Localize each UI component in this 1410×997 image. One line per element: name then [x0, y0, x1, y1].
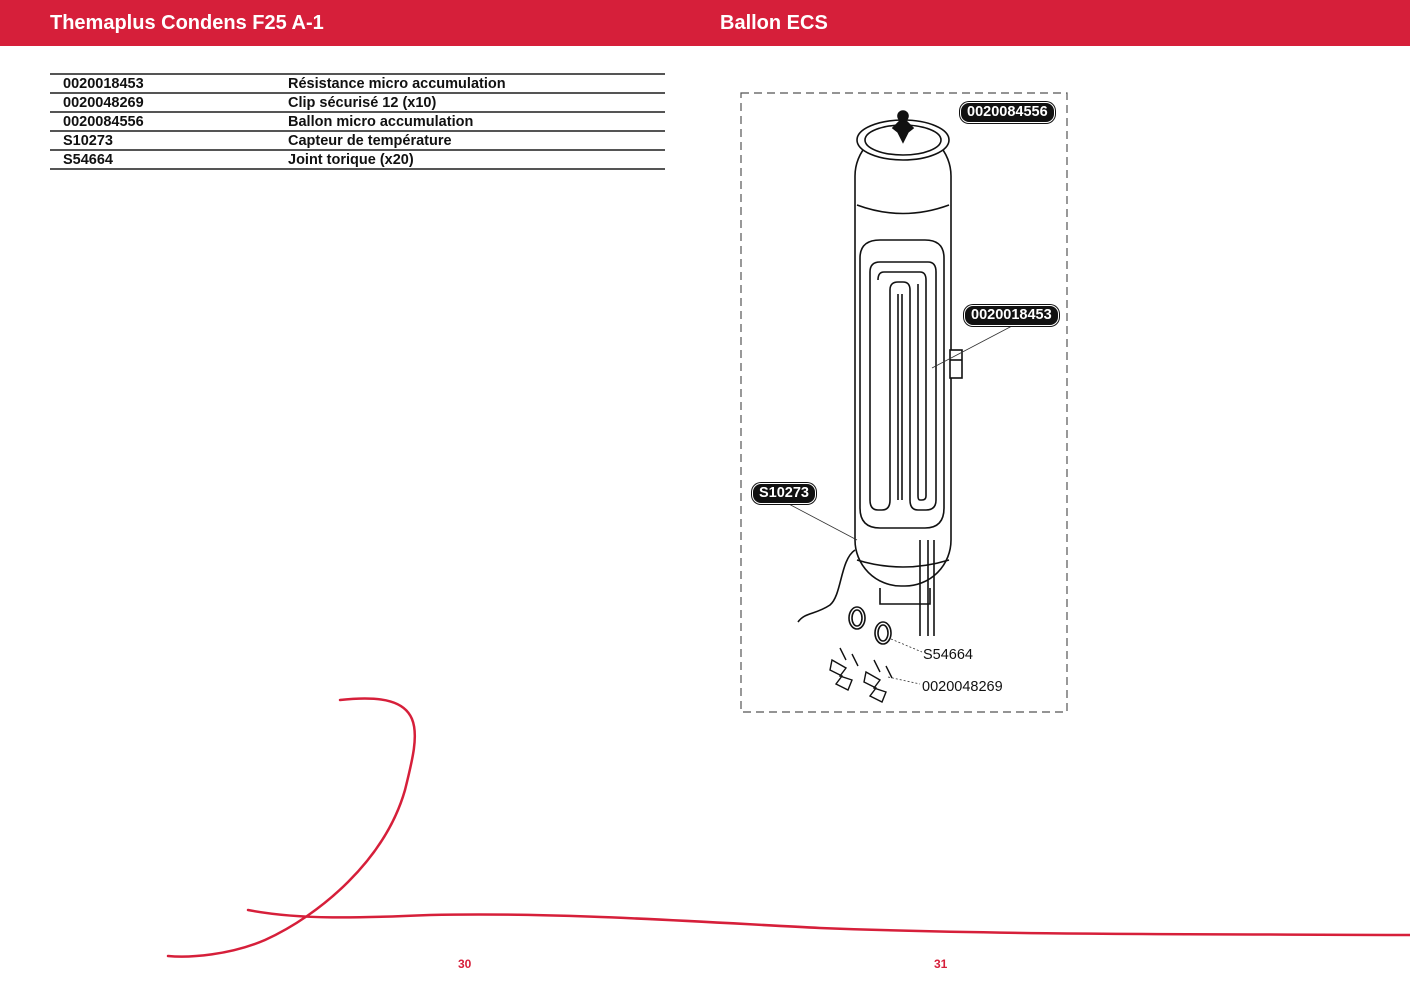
- part-code: S54664: [63, 152, 113, 168]
- page-number-right: 31: [934, 957, 948, 971]
- section-title: Ballon ECS: [720, 12, 828, 34]
- part-code: S10273: [63, 133, 113, 149]
- part-code: 0020018453: [63, 76, 144, 92]
- tank-body: [798, 111, 962, 636]
- clips: [830, 648, 892, 702]
- page-number-left: 30: [458, 957, 472, 971]
- part-description: Résistance micro accumulation: [288, 76, 506, 92]
- document-title: Themaplus Condens F25 A-1: [50, 12, 324, 34]
- part-code: 0020048269: [63, 95, 144, 111]
- callout-oring: S54664: [923, 647, 973, 663]
- o-rings: [849, 607, 891, 644]
- callout-tank: 0020084556: [960, 102, 1055, 123]
- callout-clip: 0020048269: [922, 679, 1003, 695]
- part-description: Capteur de température: [288, 133, 452, 149]
- callout-sensor: S10273: [752, 483, 816, 504]
- part-description: Clip sécurisé 12 (x10): [288, 95, 437, 111]
- part-description: Joint torique (x20): [288, 152, 414, 168]
- callout-resistance: 0020018453: [964, 305, 1059, 326]
- part-code: 0020084556: [63, 114, 144, 130]
- part-description: Ballon micro accumulation: [288, 114, 474, 130]
